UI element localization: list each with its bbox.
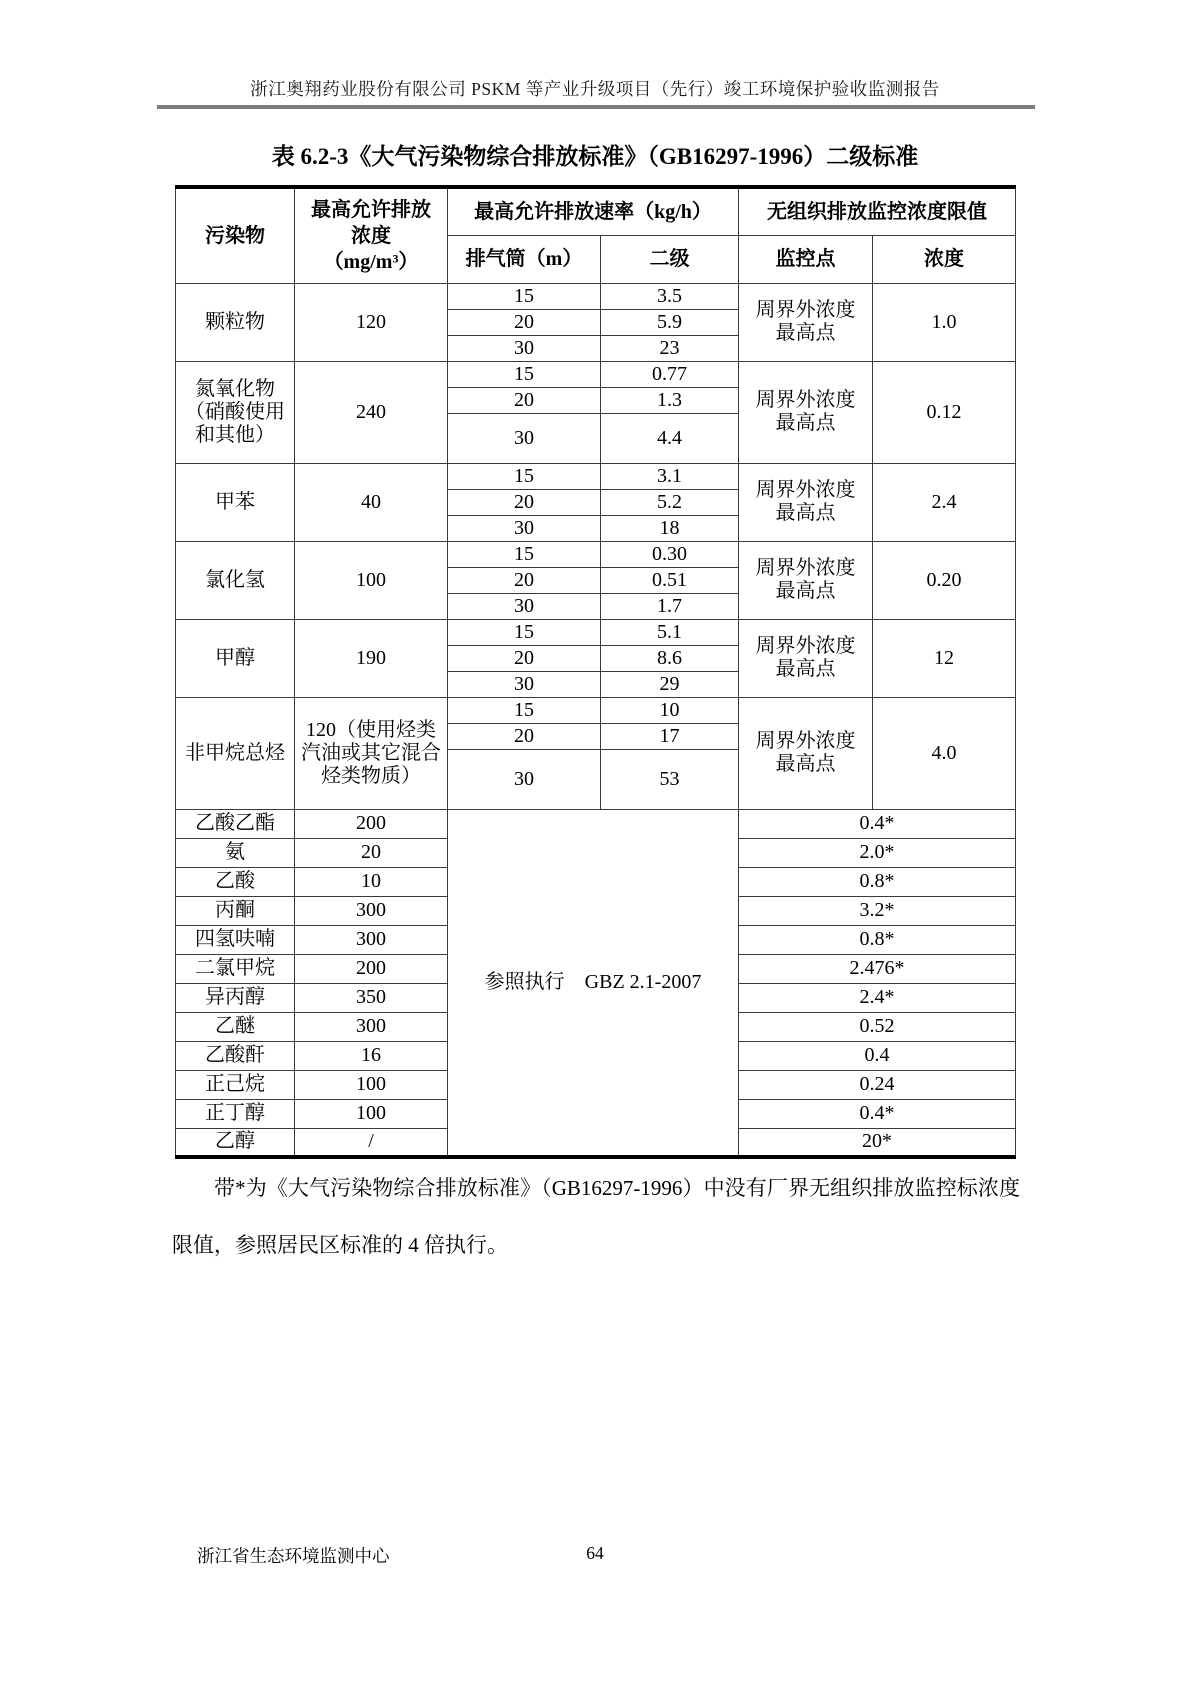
stack-height-cell: 20 xyxy=(448,723,601,749)
stack-height-cell: 15 xyxy=(448,697,601,723)
rate-cell: 1.3 xyxy=(601,387,739,413)
limit-cell: 0.12 xyxy=(873,361,1016,463)
rate-cell: 5.9 xyxy=(601,309,739,335)
monitor-point-cell xyxy=(739,541,873,619)
rate-cell: 4.4 xyxy=(601,413,739,463)
table-row xyxy=(176,361,1016,387)
max-conc-cell: 300 xyxy=(295,1012,448,1041)
rate-cell: 53 xyxy=(601,749,739,809)
pollutant-cell: 氨 xyxy=(176,838,295,867)
stack-height-cell: 20 xyxy=(448,489,601,515)
stack-height-cell: 30 xyxy=(448,593,601,619)
rate-cell: 29 xyxy=(601,671,739,697)
table-row xyxy=(176,283,1016,309)
level2-header: 二级 xyxy=(601,235,739,283)
pollutant-cell: 乙酸 xyxy=(176,867,295,896)
max-concentration-header xyxy=(295,187,448,283)
max-conc-cell: 40 xyxy=(295,463,448,541)
max-concentration-header-line1: 最高允许排放 xyxy=(311,198,431,221)
stack-height-cell: 20 xyxy=(448,645,601,671)
pollutant-cell: 颗粒物 xyxy=(176,283,295,361)
limit-cell: 2.4 xyxy=(873,463,1016,541)
max-conc-cell: 120 xyxy=(295,283,448,361)
monitor-point-cell xyxy=(739,619,873,697)
limit-cell: 2.4* xyxy=(739,983,1016,1012)
max-conc-cell: 240 xyxy=(295,361,448,463)
monitor-point-cell xyxy=(739,283,873,361)
pollutant-cell: 非甲烷总烃 xyxy=(176,697,295,809)
rate-cell: 0.30 xyxy=(601,541,739,567)
standards-table xyxy=(175,185,1016,1159)
limit-cell: 0.4* xyxy=(739,1099,1016,1128)
monitor-point-line1: 周界外浓度 xyxy=(755,299,856,321)
stack-height-cell: 30 xyxy=(448,671,601,697)
monitor-point-line2: 最高点 xyxy=(775,502,836,524)
limit-cell: 12 xyxy=(873,619,1016,697)
max-conc-cell: 300 xyxy=(295,896,448,925)
limit-cell: 3.2* xyxy=(739,896,1016,925)
stack-height-cell: 15 xyxy=(448,361,601,387)
limit-cell: 0.52 xyxy=(739,1012,1016,1041)
monitor-point-line2: 最高点 xyxy=(775,412,836,434)
limit-cell: 0.24 xyxy=(739,1070,1016,1099)
rate-cell: 23 xyxy=(601,335,739,361)
max-conc-cell: 10 xyxy=(295,867,448,896)
limit-cell: 0.4 xyxy=(739,1041,1016,1070)
max-concentration-header-line2: 浓度 xyxy=(351,224,391,247)
max-conc-cell: 100 xyxy=(295,541,448,619)
monitor-point-line1: 周界外浓度 xyxy=(755,730,856,752)
max-conc-cell: 350 xyxy=(295,983,448,1012)
pollutant-cell: 氮氧化物（硝酸使用和其他） xyxy=(176,361,295,463)
rate-cell: 17 xyxy=(601,723,739,749)
limit-cell: 1.0 xyxy=(873,283,1016,361)
pollutant-cell: 乙醚 xyxy=(176,1012,295,1041)
pollutant-cell: 甲苯 xyxy=(176,463,295,541)
rate-cell: 3.5 xyxy=(601,283,739,309)
page-number: 64 xyxy=(586,1543,604,1563)
rate-cell: 10 xyxy=(601,697,739,723)
max-conc-cell: 300 xyxy=(295,925,448,954)
stack-height-cell: 30 xyxy=(448,413,601,463)
stack-height-cell: 20 xyxy=(448,567,601,593)
table-row xyxy=(176,697,1016,723)
limit-cell: 2.476* xyxy=(739,954,1016,983)
pollutant-header: 污染物 xyxy=(176,187,295,283)
rate-cell: 0.77 xyxy=(601,361,739,387)
max-conc-cell: 16 xyxy=(295,1041,448,1070)
max-conc-cell: 120（使用烃类汽油或其它混合烃类物质） xyxy=(295,697,448,809)
rate-cell: 1.7 xyxy=(601,593,739,619)
pollutant-cell: 乙醇 xyxy=(176,1128,295,1157)
monitor-point-line1: 周界外浓度 xyxy=(755,635,856,657)
limit-cell: 2.0* xyxy=(739,838,1016,867)
max-conc-cell: 100 xyxy=(295,1099,448,1128)
table-row xyxy=(176,541,1016,567)
monitor-point-header: 监控点 xyxy=(739,235,873,283)
rate-cell: 18 xyxy=(601,515,739,541)
header-row-1 xyxy=(176,187,1016,235)
max-rate-header: 最高允许排放速率（kg/h） xyxy=(448,187,739,235)
rate-cell: 5.1 xyxy=(601,619,739,645)
stack-height-cell: 20 xyxy=(448,309,601,335)
stack-height-header: 排气筒（m） xyxy=(448,235,601,283)
stack-height-cell: 30 xyxy=(448,335,601,361)
footer-org: 浙江省生态环境监测中心 xyxy=(197,1546,390,1566)
pollutant-cell: 乙酸酐 xyxy=(176,1041,295,1070)
monitor-point-cell xyxy=(739,463,873,541)
table-row xyxy=(176,463,1016,489)
document-header: 浙江奥翔药业股份有限公司 PSKM 等产业升级项目（先行）竣工环境保护验收监测报告 xyxy=(250,79,940,99)
monitor-point-cell xyxy=(739,697,873,809)
limit-cell: 4.0 xyxy=(873,697,1016,809)
header-divider xyxy=(157,105,1035,109)
monitor-point-line2: 最高点 xyxy=(775,322,836,344)
stack-height-cell: 15 xyxy=(448,463,601,489)
stack-height-cell: 15 xyxy=(448,283,601,309)
pollutant-cell: 二氯甲烷 xyxy=(176,954,295,983)
max-conc-cell: 200 xyxy=(295,809,448,838)
max-conc-cell: 100 xyxy=(295,1070,448,1099)
stack-height-cell: 15 xyxy=(448,541,601,567)
stack-height-cell: 30 xyxy=(448,749,601,809)
monitor-point-cell xyxy=(739,361,873,463)
max-conc-cell: 200 xyxy=(295,954,448,983)
rate-cell: 8.6 xyxy=(601,645,739,671)
pollutant-cell: 丙酮 xyxy=(176,896,295,925)
pollutant-cell: 异丙醇 xyxy=(176,983,295,1012)
table-row xyxy=(176,619,1016,645)
table-title: 表 6.2-3《大气污染物综合排放标准》（GB16297-1996）二级标准 xyxy=(271,144,919,169)
limit-cell: 0.4* xyxy=(739,809,1016,838)
max-conc-cell: 20 xyxy=(295,838,448,867)
table-row xyxy=(176,809,1016,838)
stack-height-cell: 20 xyxy=(448,387,601,413)
limit-cell: 0.8* xyxy=(739,925,1016,954)
pollutant-cell: 四氢呋喃 xyxy=(176,925,295,954)
pollutant-cell: 乙酸乙酯 xyxy=(176,809,295,838)
pollutant-cell: 氯化氢 xyxy=(176,541,295,619)
max-conc-cell: / xyxy=(295,1128,448,1157)
rate-cell: 0.51 xyxy=(601,567,739,593)
limit-cell: 0.8* xyxy=(739,867,1016,896)
monitor-point-line2: 最高点 xyxy=(775,580,836,602)
monitor-point-line1: 周界外浓度 xyxy=(755,389,856,411)
max-concentration-header-line3: （mg/m³） xyxy=(323,250,419,273)
rate-cell: 5.2 xyxy=(601,489,739,515)
fugitive-limit-header: 无组织排放监控浓度限值 xyxy=(739,187,1016,235)
monitor-point-line2: 最高点 xyxy=(775,753,836,775)
reference-cell: 参照执行 GBZ 2.1-2007 xyxy=(448,809,739,1157)
stack-height-cell: 15 xyxy=(448,619,601,645)
concentration-header: 浓度 xyxy=(873,235,1016,283)
pollutant-cell: 甲醇 xyxy=(176,619,295,697)
pollutant-cell: 正丁醇 xyxy=(176,1099,295,1128)
monitor-point-line1: 周界外浓度 xyxy=(755,479,856,501)
footnote: 带*为《大气污染物综合排放标准》（GB16297-1996）中没有厂界无组织排放监控标浓度限值，参照居民区标准的 4 倍执行。 xyxy=(172,1176,1020,1257)
pollutant-cell: 正己烷 xyxy=(176,1070,295,1099)
stack-height-cell: 30 xyxy=(448,515,601,541)
rate-cell: 3.1 xyxy=(601,463,739,489)
limit-cell: 0.20 xyxy=(873,541,1016,619)
max-conc-cell: 190 xyxy=(295,619,448,697)
monitor-point-line1: 周界外浓度 xyxy=(755,557,856,579)
limit-cell: 20* xyxy=(739,1128,1016,1157)
monitor-point-line2: 最高点 xyxy=(775,658,836,680)
